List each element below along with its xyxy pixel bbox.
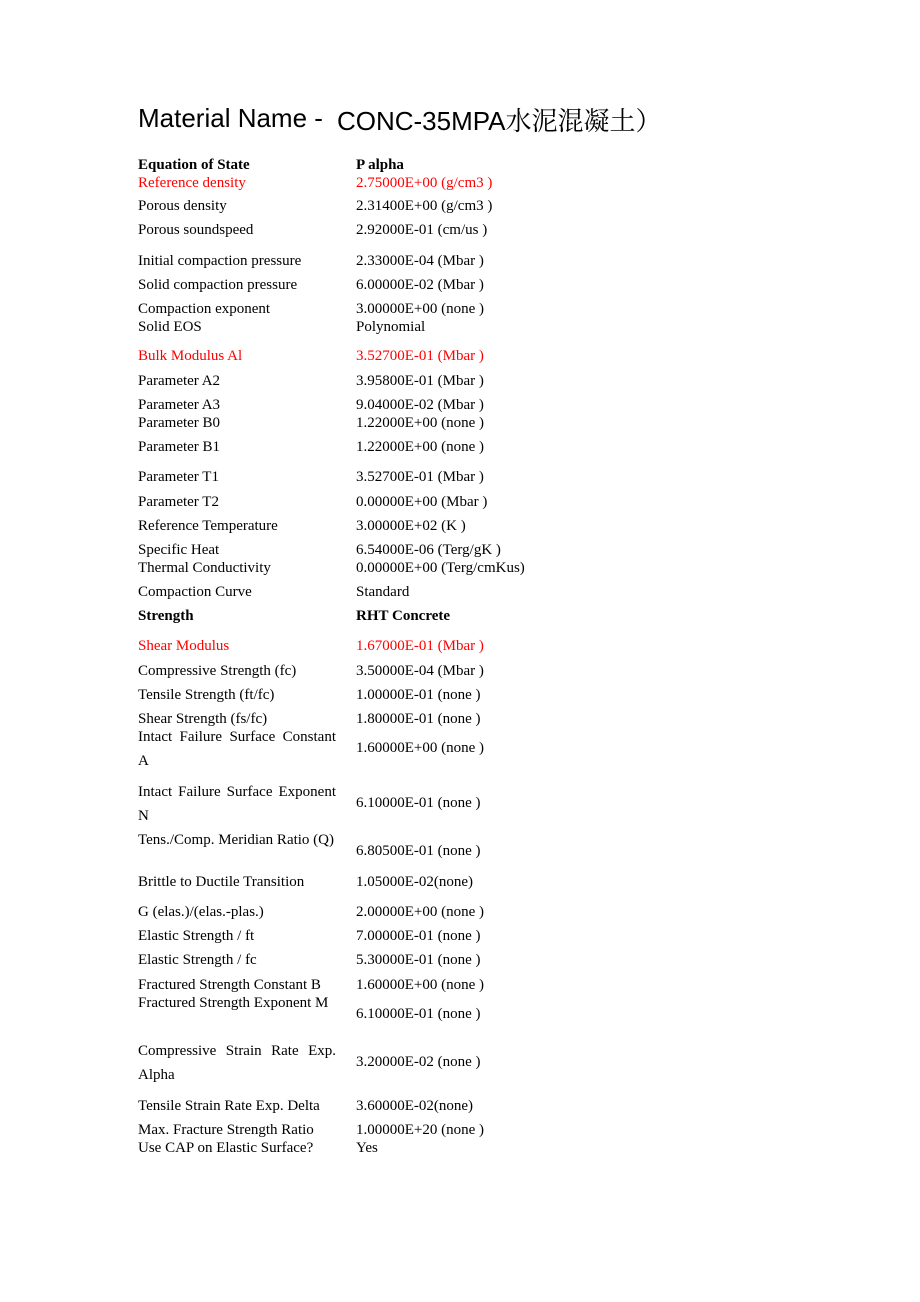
property-value: 3.52700E-01 (Mbar ) <box>356 469 484 485</box>
property-value: 6.10000E-01 (none ) <box>356 795 481 811</box>
property-value: 2.31400E+00 (g/cm3 ) <box>356 198 493 214</box>
property-label: Strength <box>138 608 194 624</box>
property-label: Elastic Strength / ft <box>138 928 255 944</box>
material-name-value: CONC-35MPA水泥混凝土） <box>336 106 662 136</box>
property-value: 6.80500E-01 (none ) <box>356 843 481 859</box>
property-label: Shear Strength (fs/fc) <box>138 711 268 727</box>
property-label: Elastic Strength / fc <box>138 952 257 968</box>
property-label: Parameter B1 <box>138 439 221 455</box>
property-value: RHT Concrete <box>356 608 451 624</box>
property-label: Solid EOS <box>138 319 202 335</box>
property-value: 2.00000E+00 (none ) <box>356 904 485 920</box>
property-label: Use CAP on Elastic Surface? <box>138 1140 314 1156</box>
property-label: Tensile Strain Rate Exp. Delta <box>138 1098 320 1114</box>
property-value: 0.00000E+00 (Terg/cmKus) <box>356 560 525 576</box>
property-label: Compaction Curve <box>138 584 252 600</box>
property-value: 6.54000E-06 (Terg/gK ) <box>356 542 501 558</box>
property-value: 3.00000E+00 (none ) <box>356 301 485 317</box>
property-label: Thermal Conductivity <box>138 560 271 576</box>
material-name-label: Material Name - <box>138 103 323 133</box>
property-value: 1.80000E-01 (none ) <box>356 711 481 727</box>
property-value: 3.50000E-04 (Mbar ) <box>356 663 484 679</box>
property-label: Fractured Strength Constant B <box>138 977 321 993</box>
property-value: Yes <box>356 1140 378 1156</box>
property-label: Max. Fracture Strength Ratio <box>138 1122 314 1138</box>
property-label: Tens./Comp. Meridian Ratio (Q) <box>138 832 335 848</box>
property-label: Porous density <box>138 198 227 214</box>
property-label: Parameter B0 <box>138 415 221 431</box>
property-value: 1.00000E-01 (none ) <box>356 687 481 703</box>
property-label: Parameter A2 <box>138 373 221 389</box>
property-value: 0.00000E+00 (Mbar ) <box>356 494 488 510</box>
property-label: Compaction exponent <box>138 301 271 317</box>
property-label: Porous soundspeed <box>138 222 254 238</box>
property-label: Initial compaction pressure <box>138 253 302 269</box>
property-label: Parameter A3 <box>138 397 221 413</box>
property-label: Parameter T2 <box>138 494 219 510</box>
property-label: Compressive Strain Rate Exp. Alpha <box>138 1043 336 1083</box>
property-value: 3.60000E-02(none) <box>356 1098 474 1114</box>
property-value: 1.60000E+00 (none ) <box>356 740 485 756</box>
property-label: Fractured Strength Exponent M <box>138 995 329 1011</box>
property-value: 7.00000E-01 (none ) <box>356 928 481 944</box>
property-value: 1.22000E+00 (none ) <box>356 415 485 431</box>
property-label: Compressive Strength (fc) <box>138 663 297 679</box>
property-label: Shear Modulus <box>138 638 230 654</box>
property-value: 3.00000E+02 (K ) <box>356 518 466 534</box>
property-label: Solid compaction pressure <box>138 277 298 293</box>
property-value: 1.60000E+00 (none ) <box>356 977 485 993</box>
property-value: 3.52700E-01 (Mbar ) <box>356 348 484 364</box>
property-value: 6.00000E-02 (Mbar ) <box>356 277 484 293</box>
property-value: 1.67000E-01 (Mbar ) <box>356 638 484 654</box>
property-value: 6.10000E-01 (none ) <box>356 1006 481 1022</box>
property-label: Intact Failure Surface Constant A <box>138 729 336 769</box>
property-label: Equation of State <box>138 157 250 173</box>
property-label: G (elas.)/(elas.-plas.) <box>138 904 264 920</box>
material-title <box>138 98 661 135</box>
property-value: 9.04000E-02 (Mbar ) <box>356 397 484 413</box>
property-label: Reference density <box>138 175 246 191</box>
property-value: Standard <box>356 584 410 600</box>
property-value: 5.30000E-01 (none ) <box>356 952 481 968</box>
property-value: P alpha <box>356 157 404 173</box>
property-label: Parameter T1 <box>138 469 219 485</box>
property-value: 1.05000E-02(none) <box>356 874 474 890</box>
property-value: 2.75000E+00 (g/cm3 ) <box>356 175 493 191</box>
property-value: 1.22000E+00 (none ) <box>356 439 485 455</box>
property-label: Brittle to Ductile Transition <box>138 874 305 890</box>
property-label: Bulk Modulus Al <box>138 348 243 364</box>
property-value: 1.00000E+20 (none ) <box>356 1122 485 1138</box>
property-value: 2.92000E-01 (cm/us ) <box>356 222 488 238</box>
property-value: 3.95800E-01 (Mbar ) <box>356 373 484 389</box>
property-value: Polynomial <box>356 319 426 335</box>
property-label: Intact Failure Surface Exponent N <box>138 784 336 824</box>
property-value: 2.33000E-04 (Mbar ) <box>356 253 484 269</box>
property-value: 3.20000E-02 (none ) <box>356 1054 481 1070</box>
property-label: Specific Heat <box>138 542 220 558</box>
property-label: Tensile Strength (ft/fc) <box>138 687 275 703</box>
property-label: Reference Temperature <box>138 518 278 534</box>
